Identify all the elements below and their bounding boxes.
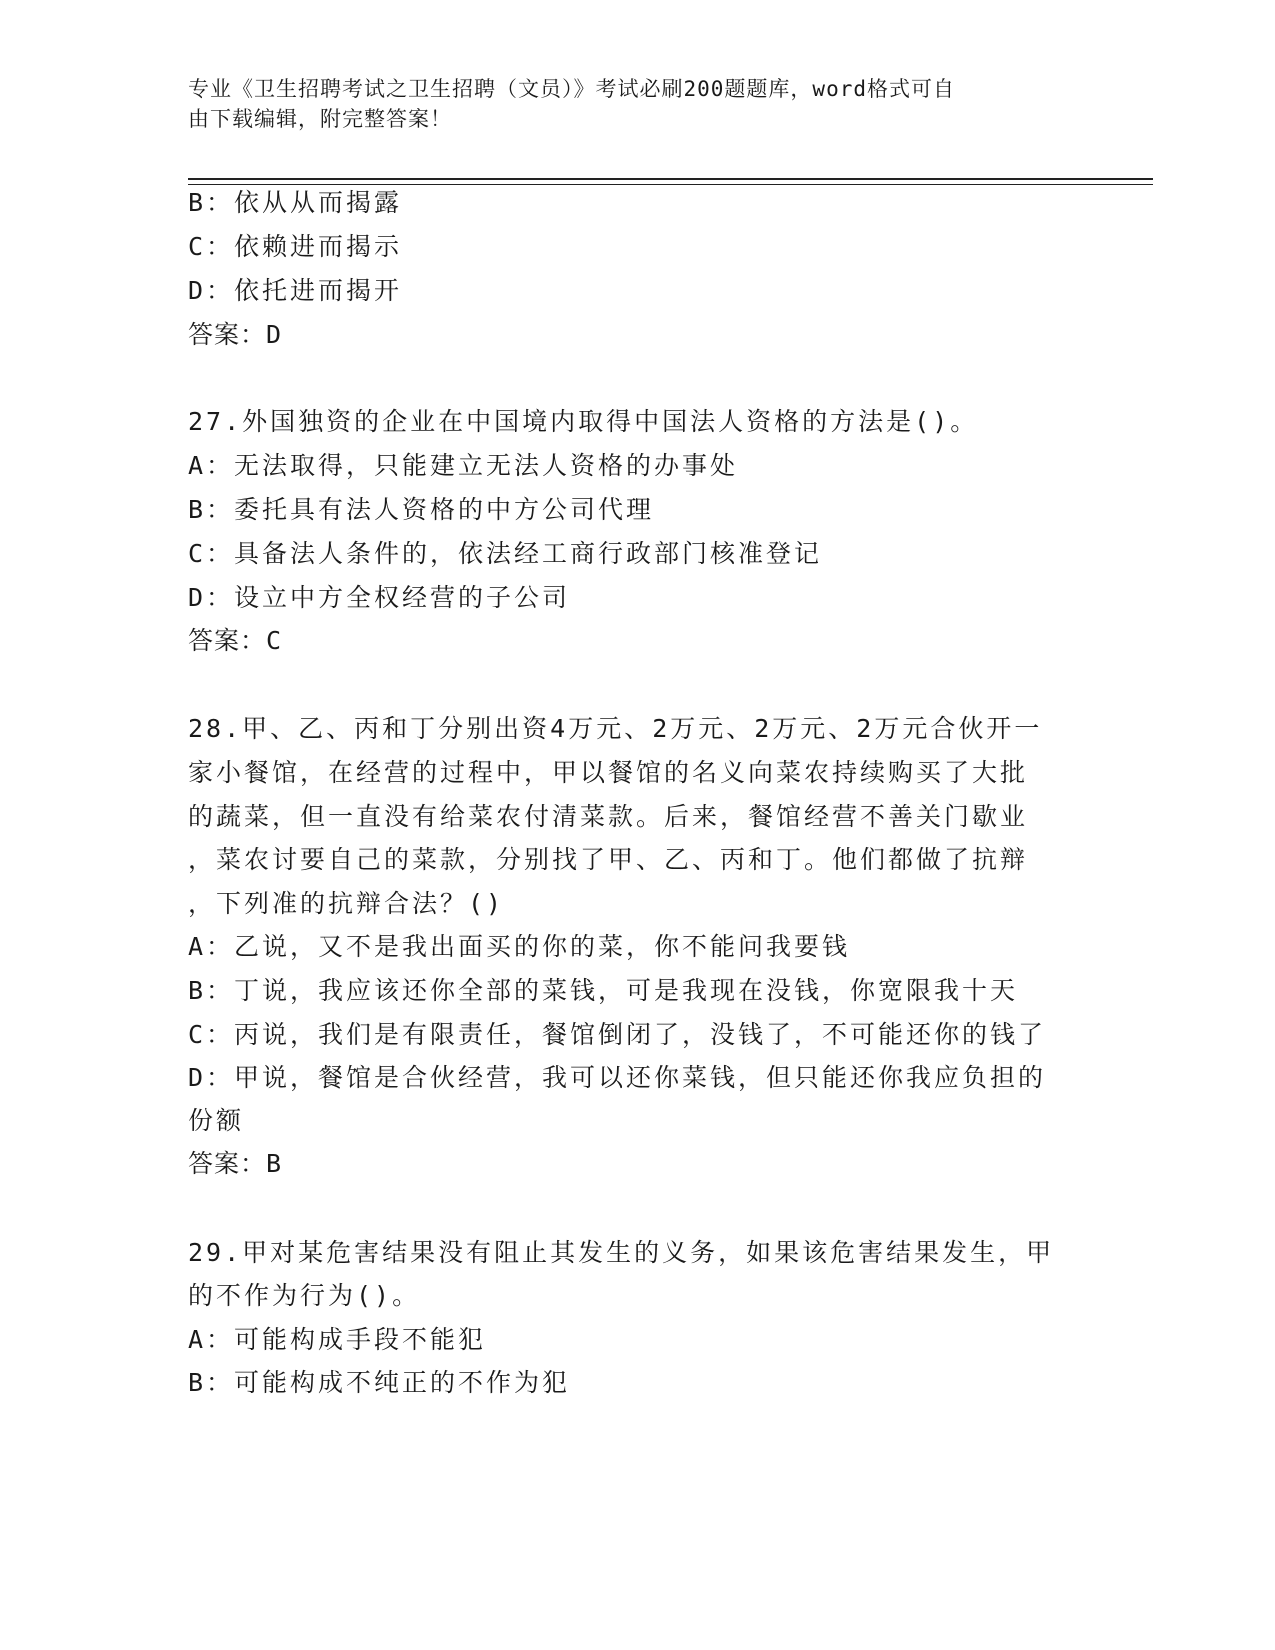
answer-line: 答案：D [188,320,283,349]
question-29-line: 的不作为行为()。 [188,1281,421,1310]
header-divider-thin [188,184,1153,185]
question-28-line: 家小餐馆，在经营的过程中，甲以餐馆的名义向菜农持续购买了大批 [188,758,1029,787]
question-28-line: 的蔬菜，但一直没有给菜农付清菜款。后来，餐馆经营不善关门歇业 [188,802,1029,831]
option-d-continued: 份额 [188,1106,245,1135]
option-b: B：丁说，我应该还你全部的菜钱，可是我现在没钱，你宽限我十天 [188,976,1019,1005]
option-a: A：可能构成手段不能犯 [188,1325,487,1354]
question-27: 27.外国独资的企业在中国境内取得中国法人资格的方法是()。 [188,407,979,436]
header-divider-thick [188,178,1153,180]
option-d: D：依托进而揭开 [188,276,403,305]
option-d: D：设立中方全权经营的子公司 [188,583,571,612]
question-28-line: ，下列准的抗辩合法？() [188,889,505,918]
header-line-1: 专业《卫生招聘考试之卫生招聘（文员）》考试必刷200题题库，word格式可自 [188,77,955,101]
option-b: B：可能构成不纯正的不作为犯 [188,1368,571,1397]
answer-line: 答案：B [188,1149,283,1178]
question-29: 29.甲对某危害结果没有阻止其发生的义务，如果该危害结果发生，甲 [188,1238,1055,1267]
option-d: D：甲说，餐馆是合伙经营，我可以还你菜钱，但只能还你我应负担的 [188,1063,1047,1092]
option-c: C：依赖进而揭示 [188,232,403,261]
option-b: B：依从从而揭露 [188,188,403,217]
option-c: C：丙说，我们是有限责任，餐馆倒闭了，没钱了，不可能还你的钱了 [188,1020,1047,1049]
question-28: 28.甲、乙、丙和丁分别出资4万元、2万元、2万元、2万元合伙开一 [188,714,1043,743]
option-a: A：无法取得，只能建立无法人资格的办事处 [188,451,739,480]
document-header [188,74,1068,134]
header-line-2: 由下载编辑，附完整答案！ [188,107,452,131]
answer-line: 答案：C [188,626,283,655]
question-28-line: ，菜农讨要自己的菜款，分别找了甲、乙、丙和丁。他们都做了抗辩 [188,845,1029,874]
option-b: B：委托具有法人资格的中方公司代理 [188,495,655,524]
option-c: C：具备法人条件的，依法经工商行政部门核准登记 [188,539,823,568]
option-a: A：乙说，又不是我出面买的你的菜，你不能问我要钱 [188,932,851,961]
